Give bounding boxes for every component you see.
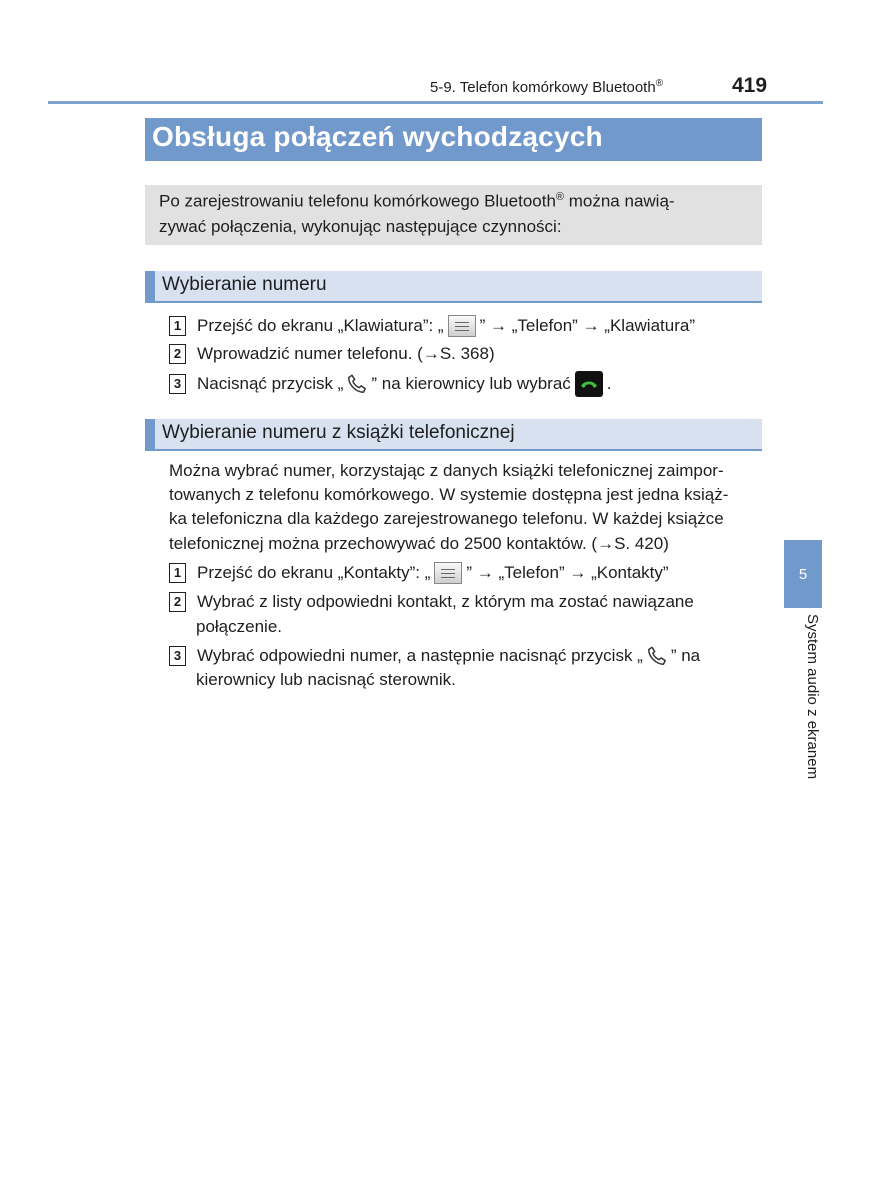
step-text: Przejść do ekranu „Kontakty”: „ <box>197 563 431 582</box>
step-text: ” na kierownicy lub wybrać <box>371 374 571 393</box>
step-text: Wybrać z listy odpowiedni kontakt, z którym ma zostać nawiązane <box>197 592 694 611</box>
paragraph-line: Można wybrać numer, korzystając z danych książki telefonicznej zaimpor- <box>169 461 724 480</box>
step-number: 2 <box>169 592 186 612</box>
step-number: 3 <box>169 646 186 666</box>
chapter-number: 5 <box>798 566 808 583</box>
page-title: Obsługa połączeń wychodzących <box>152 121 603 152</box>
step-number: 1 <box>169 316 186 336</box>
step-text: Wprowadzić numer telefonu. (→S. 368) <box>197 344 495 363</box>
chapter-label: System audio z ekranem <box>804 614 821 780</box>
paragraph-line: ka telefoniczna dla każdego zarejestrowanego telefonu. W każdej książce <box>169 509 724 528</box>
step-1 <box>169 315 695 337</box>
step-text: Przejść do ekranu „Klawiatura”: „ <box>197 316 444 335</box>
intro-line-1: Po zarejestrowaniu telefonu komórkowego Bluetooth® można nawią- <box>159 191 675 211</box>
step-text: Nacisnąć przycisk „ <box>197 374 344 393</box>
paragraph-line: telefonicznej można przechowywać do 2500 kontaktów. (→S. 420) <box>169 534 669 553</box>
menu-button-icon <box>448 315 476 337</box>
step-number: 3 <box>169 374 186 394</box>
step-number: 2 <box>169 344 186 364</box>
section-accent <box>145 419 155 449</box>
step-text: Wybrać odpowiedni numer, a następnie nacisnąć przycisk „ <box>197 646 643 665</box>
header-section-title: 5-9. Telefon komórkowy Bluetooth® <box>430 78 664 96</box>
intro-line-2: zywać połączenia, wykonując następujące czynności: <box>159 217 562 236</box>
section-accent <box>145 271 155 301</box>
menu-button-icon <box>434 562 462 584</box>
section-heading-bar <box>145 271 762 303</box>
step-2 <box>169 344 495 364</box>
step-text: ” → „Telefon” → „Klawiatura” <box>479 316 695 335</box>
step-text: . <box>606 374 612 393</box>
step-3 <box>169 645 700 667</box>
paragraph-line: towanych z telefonu komórkowego. W systemie dostępna jest jedna książ- <box>169 485 729 504</box>
step-number: 1 <box>169 563 186 583</box>
step-text: ” na <box>670 646 701 665</box>
page-number: 419 <box>732 74 768 97</box>
phone-icon <box>346 373 368 395</box>
section-heading: Wybieranie numeru <box>162 274 327 295</box>
header-rule <box>48 101 823 104</box>
step-text-continued: kierownicy lub nacisnąć sterownik. <box>196 670 456 689</box>
step-2 <box>169 592 694 612</box>
section-heading: Wybieranie numeru z książki telefonicznej <box>162 422 515 443</box>
section-heading-bar <box>145 419 762 451</box>
phone-icon <box>646 645 668 667</box>
green-call-button-icon <box>575 371 603 397</box>
step-text: ” → „Telefon” → „Kontakty” <box>466 563 669 582</box>
step-1 <box>169 562 669 584</box>
step-text-continued: połączenie. <box>196 617 283 636</box>
step-3 <box>169 371 612 397</box>
